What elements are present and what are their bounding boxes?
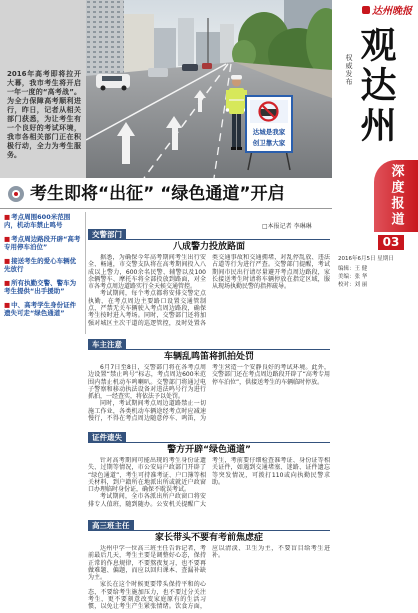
paragraph: 据悉，为确保今年高考期间考生出行安全、畅通，市交警支队将在高考期间投入八成以上警力，600余名民警、辅警以及100余辆警车、摩托车将全部投放到路面，对全市各考点周边道路实行全天候交通管控。 <box>88 254 206 291</box>
paragraph: 达州中学一位高三班主任告诉记者，考前最后几天，考生主要是调整好心态，保持正常的作息规律，不要熬夜复习，也不要再做难题、偏题，而应以回归课本、查漏补缺为主。 <box>88 545 206 582</box>
paragraph: 家长在这个时候更要带头保持平和的心态，不要给考生施加压力，也不要过分关注考生，更不要刻意改变家庭原有的生活习惯，以免让考生产生紧张情绪。饮食方面，应以清淡、卫生为主，不要盲目给考生进补。 <box>88 545 330 611</box>
headline: 考生即将“出征” “绿色通道”开启 <box>30 184 285 204</box>
paragraph: 同时，考试期间考点周边道路禁止一切施工作业，各类机动车辆途经考点时应减速慢行，不得在考点周边随意停车、鸣笛，为考生营造一个安静良好的考试环境。此外，交警部门还在考点周边路段开辟了“高考专用停车泊位”，供接送考生的车辆临时停放。 <box>88 364 330 423</box>
column-label-band <box>374 160 418 232</box>
logo-text: 达州晚报 <box>372 6 412 17</box>
street-photo <box>86 0 332 178</box>
staff-line: 校对：刘 丽 <box>338 282 368 288</box>
bullet-icon: ■ <box>4 301 11 309</box>
highlight-text: 所有执勤交警、警车为考生提供“出手援助” <box>4 279 77 295</box>
headline-ornament-icon <box>7 185 25 203</box>
bullet-icon: ■ <box>4 279 11 287</box>
highlight-text: 接送考生的爱心车辆优先放行 <box>4 257 77 273</box>
byline: □本报记者 李琳琳 <box>262 223 312 230</box>
highlight-text: 中、高考学生身份证件遗失可走“绿色通道” <box>4 301 77 317</box>
newspaper-logo <box>362 3 412 16</box>
highlight-item <box>4 235 82 251</box>
sign-text-line2: 创卫靠大家 <box>252 139 286 147</box>
staff-line: 编辑：王 健 <box>338 266 368 272</box>
section-title: 警方开辟“绿色通道” <box>167 445 251 455</box>
section-title: 家长带头不要有考前焦虑症 <box>154 533 263 543</box>
sign-text-line1: 达城是我家 <box>252 128 286 136</box>
tagline: 权威发布 <box>345 54 353 86</box>
section-tag: 高三班主任 <box>88 520 134 531</box>
bullet-icon: ■ <box>4 257 11 265</box>
bullet-icon: ■ <box>4 213 11 221</box>
highlight-item <box>4 257 82 273</box>
highlights-list <box>4 213 82 323</box>
headline-rule <box>0 208 332 209</box>
issue-date: 2016年6月5日 星期日 <box>338 256 394 262</box>
paragraph: 考试期间，每个考点都将安排交警定点执勤，在考点周边主要路口设置交通管制点，严禁无关车辆驶入考点周边路段，确保考生按时进入考场。同时，交警部门还将加强对城区主次干道的巡逻管控，及时处置各类交通事故和交通拥堵，对乱停乱放、违法占道等行为进行严查。交警部门提醒，考试期间市民出行请尽量避开考点周边路段，家长接送考生时请将车辆停放在指定区域，服从现场执勤民警的指挥疏导。 <box>88 254 330 327</box>
column-divider <box>85 212 86 334</box>
section-body <box>88 254 330 334</box>
bullet-icon: ■ <box>4 235 11 243</box>
column-label: 深度报道 <box>388 164 404 228</box>
section-body <box>88 364 330 428</box>
section-tag: 交警部门 <box>88 229 126 240</box>
section-tag: 证件遗失 <box>88 432 126 443</box>
paragraph: 6月7日至8日，交警部门将在各考点周边设置“禁止鸣号”标志，考点周边600米范围内禁止机动车鸣喇叭。交警部门将通过电子警察和移动执法设备对违法鸣号行为进行抓拍，一经查实，将依法予以处罚。 <box>88 364 206 401</box>
intro-text: 2016年高考即将拉开大幕，我市考生将开启一年一度的“高考战”。为全力保障高考顺利进行，昨日，记者从相关部门获悉，为让考生有一个良好的考试环境，我市各相关部门正在积极行动，全力为考生服务。 <box>7 70 81 159</box>
staff-line: 美编：张 华 <box>338 274 368 280</box>
highlight-item <box>4 279 82 295</box>
section-title: 车辆乱鸣笛将抓拍处罚 <box>163 352 254 362</box>
page-number: 03 <box>378 235 404 250</box>
section-tag: 车主注意 <box>88 339 126 350</box>
highlight-text: 考点周围600米范围内，机动车禁止鸣号 <box>4 213 71 229</box>
highlight-item <box>4 301 82 317</box>
section-body <box>88 545 330 611</box>
section-title: 八成警力投放路面 <box>172 242 245 252</box>
paragraph: 考试期间，全市各派出所户政窗口将安排专人值班，随到随办。公安机关提醒广大考生，考前要仔细检查准考证、身份证等相关证件，如遇到交通堵塞、迷路、证件遗忘等突发情况，可拨打110或向执勤民警求助。 <box>88 457 330 508</box>
headline-bar <box>0 180 332 208</box>
highlight-text: 考点周边路段开辟“高考专用停车泊位” <box>4 235 81 251</box>
intro-column <box>0 0 86 178</box>
street-photo-image <box>86 0 332 178</box>
section-title-vertical: 观达州 <box>355 26 397 146</box>
staff-credits <box>338 265 367 289</box>
section-body <box>88 457 330 515</box>
logo-mark-icon <box>362 6 370 14</box>
highlight-item <box>4 213 82 229</box>
paragraph: 针对高考期间可能出现的考生身份证遗失、过期等情况，市公安局户政部门开辟了“绿色通道”，考生可持准考证、户口簿等相关材料，到户籍所在地派出所或就近户政窗口办理临时身份证，确保不耽误考试。 <box>88 457 206 494</box>
